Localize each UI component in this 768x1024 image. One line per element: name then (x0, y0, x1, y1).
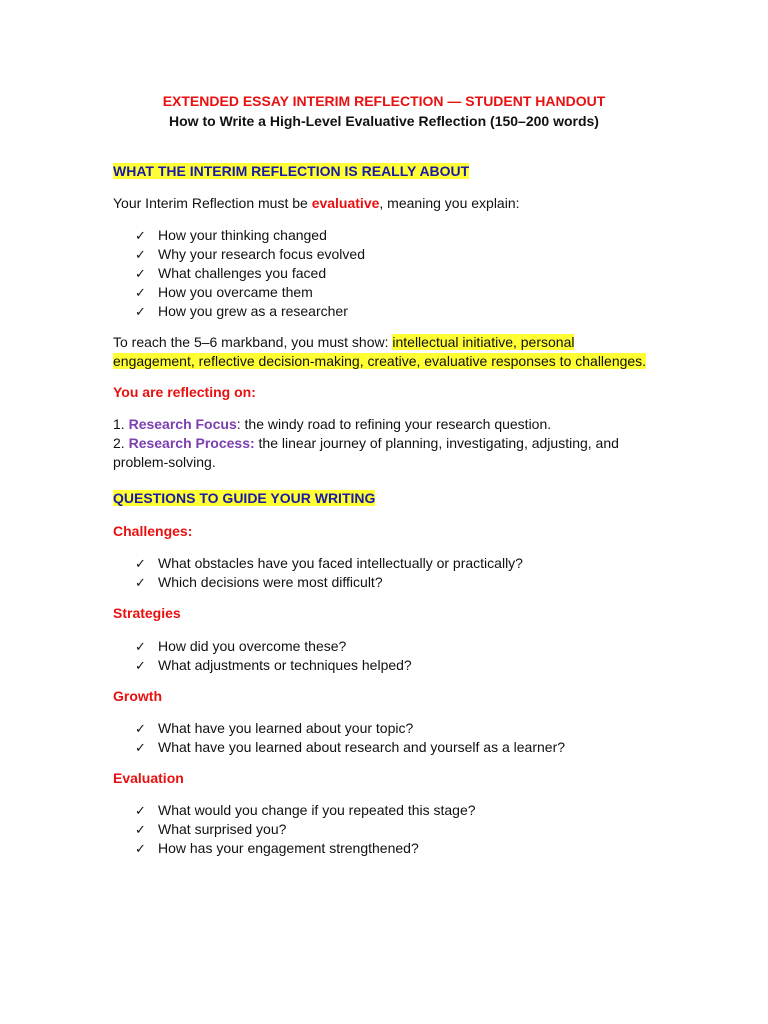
list-item (113, 656, 412, 675)
check-icon: ✓ (135, 740, 146, 755)
list-item-text: How you overcame them (158, 284, 313, 300)
section-heading-about-text: WHAT THE INTERIM REFLECTION IS REALLY ABOUT (113, 163, 470, 179)
research-process-label: Research Process: (128, 435, 255, 451)
strategies-checklist (113, 637, 412, 675)
intro-paragraph (113, 194, 673, 213)
list-item (113, 839, 476, 858)
check-icon: ✓ (135, 822, 146, 837)
intro-emphasis: evaluative (311, 195, 380, 211)
list-item-text: How did you overcome these? (158, 638, 347, 654)
list-item (113, 738, 565, 757)
check-icon: ✓ (135, 247, 146, 262)
item-number: 1. (113, 416, 129, 432)
reflecting-item-2 (113, 434, 633, 472)
check-icon: ✓ (135, 803, 146, 818)
list-item-text: Why your research focus evolved (158, 246, 365, 262)
explain-checklist (113, 226, 365, 321)
intro-text-before: Your Interim Reflection must be (113, 195, 312, 211)
research-focus-label: Research Focus (128, 416, 237, 432)
check-icon: ✓ (135, 639, 146, 654)
list-item-text: What have you learned about research and yourself as a learner? (158, 739, 566, 755)
list-item (113, 245, 365, 264)
list-item-text: What would you change if you repeated this stage? (158, 802, 476, 818)
list-item-text: How has your engagement strengthened? (158, 840, 419, 856)
list-item-text: What challenges you faced (158, 265, 327, 281)
intro-text-after: , meaning you explain: (379, 195, 520, 211)
list-item (113, 283, 365, 302)
list-item-text: What adjustments or techniques helped? (158, 657, 412, 673)
research-process-text: the linear journey of planning, investigating, adjusting, and problem-solving. (113, 435, 619, 470)
document-subtitle: How to Write a High-Level Evaluative Reflection (150–200 words) (169, 113, 599, 129)
reflecting-heading: You are reflecting on: (113, 384, 256, 400)
evaluation-checklist (113, 801, 476, 858)
group-heading-evaluation: Evaluation (113, 770, 184, 786)
group-heading-growth: Growth (113, 688, 162, 704)
check-icon: ✓ (135, 721, 146, 736)
section-heading-questions-text: QUESTIONS TO GUIDE YOUR WRITING (113, 490, 376, 506)
group-heading-challenges: Challenges: (113, 523, 193, 539)
list-item (113, 264, 365, 283)
list-item (113, 554, 523, 573)
list-item (113, 302, 365, 321)
list-item-text: How your thinking changed (158, 227, 327, 243)
challenges-checklist (113, 554, 523, 592)
list-item-text: What have you learned about your topic? (158, 720, 414, 736)
check-icon: ✓ (135, 841, 146, 856)
check-icon: ✓ (135, 285, 146, 300)
markband-highlight: intellectual initiative, personal engagement, reflective decision-making, creative, evaluative responses to challenges. (113, 334, 647, 369)
check-icon: ✓ (135, 304, 146, 319)
markband-text: To reach the 5–6 markband, you must show: (113, 334, 393, 350)
research-focus-text: : the windy road to refining your research question. (236, 416, 552, 432)
check-icon: ✓ (135, 556, 146, 571)
list-item-text: What surprised you? (158, 821, 287, 837)
growth-checklist (113, 719, 565, 757)
section-heading-about (113, 163, 469, 179)
list-item (113, 719, 565, 738)
check-icon: ✓ (135, 658, 146, 673)
reflecting-item-1 (113, 415, 633, 434)
list-item (113, 637, 412, 656)
check-icon: ✓ (135, 228, 146, 243)
list-item (113, 226, 365, 245)
document-title: EXTENDED ESSAY INTERIM REFLECTION — STUDENT HANDOUT (162, 93, 606, 109)
reflecting-items (113, 415, 633, 472)
list-item-text: Which decisions were most difficult? (158, 574, 383, 590)
section-heading-questions (113, 490, 375, 506)
markband-paragraph (113, 333, 658, 371)
list-item (113, 820, 476, 839)
check-icon: ✓ (135, 266, 146, 281)
group-heading-strategies: Strategies (113, 605, 181, 621)
item-number: 2. (113, 435, 129, 451)
check-icon: ✓ (135, 575, 146, 590)
list-item-text: What obstacles have you faced intellectually or practically? (158, 555, 523, 571)
list-item-text: How you grew as a researcher (158, 303, 348, 319)
list-item (113, 801, 476, 820)
list-item (113, 573, 523, 592)
